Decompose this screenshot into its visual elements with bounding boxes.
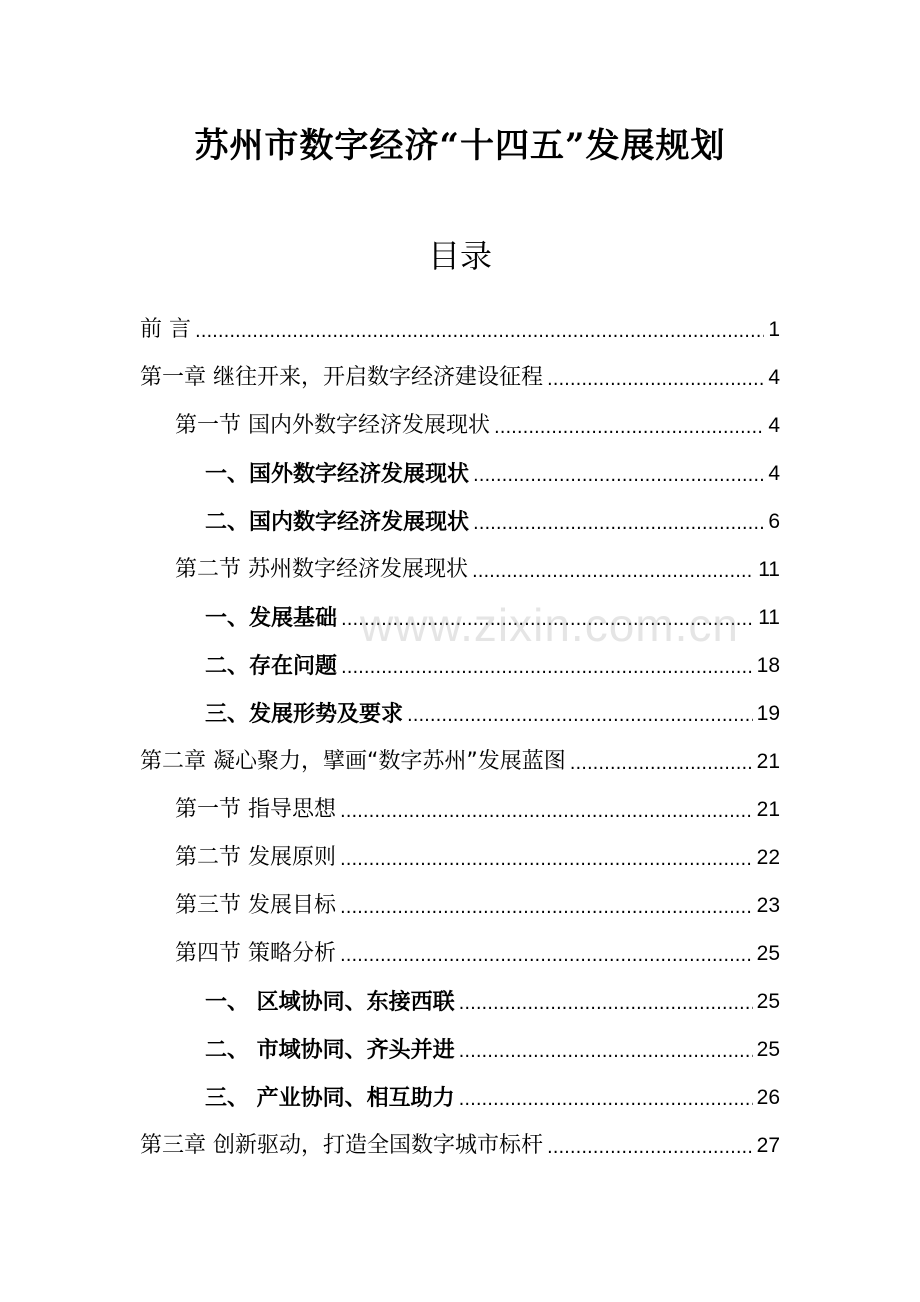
toc-entry-label: 三、 产业协同、相互助力 (205, 1085, 455, 1111)
toc-leader-dots (459, 1076, 753, 1124)
toc-entry-page: 1 (768, 318, 780, 341)
toc-entry-page: 4 (768, 366, 780, 389)
toc-entry[interactable] (205, 978, 780, 1026)
toc-entry-page: 6 (768, 510, 780, 533)
page-title: 苏州市数字经济“十四五”发展规划 (194, 126, 726, 166)
toc-leader-dots (459, 980, 753, 1028)
toc-entry-label: 一、发展基础 (205, 605, 338, 631)
toc-entry-label: 二、国内数字经济发展现状 (205, 509, 470, 535)
toc-entry-page: 26 (756, 1086, 780, 1109)
toc-entry-page: 21 (756, 798, 780, 821)
toc-entry[interactable] (205, 1074, 780, 1122)
toc-leader-dots (340, 836, 753, 884)
toc-entry[interactable] (175, 786, 780, 834)
toc-entry-label: 第二节 苏州数字经济发展现状 (175, 557, 468, 582)
toc-entry-page: 25 (756, 1038, 780, 1061)
toc-leader-dots (547, 356, 764, 404)
toc-entry-page: 23 (756, 894, 780, 917)
toc-entry[interactable] (205, 498, 780, 546)
toc-entry[interactable] (175, 882, 780, 930)
toc-entry[interactable] (205, 642, 780, 690)
toc-entry-label: 三、发展形势及要求 (205, 701, 404, 727)
toc-entry-page: 11 (758, 558, 780, 581)
toc-entry[interactable] (205, 1026, 780, 1074)
toc-heading: 目录 (427, 237, 492, 275)
toc-entry-label: 二、 市域协同、齐头并进 (205, 1037, 455, 1063)
toc-leader-dots (473, 500, 764, 548)
toc-entry[interactable] (140, 738, 780, 786)
toc-entry[interactable] (175, 402, 780, 450)
toc-leader-dots (459, 1028, 753, 1076)
toc-leader-dots (195, 308, 764, 356)
toc-entry-label: 前 言 (140, 317, 191, 342)
toc-entry[interactable] (140, 354, 780, 402)
toc-leader-dots (340, 788, 753, 836)
watermark: www.zixin.com.cn (360, 599, 739, 651)
toc-entry[interactable] (205, 690, 780, 738)
toc-leader-dots (494, 404, 764, 452)
toc-entry-label: 第二节 发展原则 (175, 845, 336, 870)
toc-entry-page: 25 (756, 942, 780, 965)
toc-entry-label: 第四节 策略分析 (175, 941, 336, 966)
toc-entry[interactable] (205, 594, 780, 642)
toc-entry-page: 4 (768, 414, 780, 437)
toc-leader-dots (473, 452, 764, 500)
toc-leader-dots (547, 1124, 753, 1172)
toc-entry-label: 第三节 发展目标 (175, 893, 336, 918)
toc-leader-dots (340, 884, 753, 932)
toc-entry-label: 第一章 继往开来，开启数字经济建设征程 (140, 365, 543, 390)
toc-entry-label: 第二章 凝心聚力，擘画“数字苏州”发展蓝图 (140, 749, 566, 774)
toc-entry-page: 19 (756, 702, 780, 725)
toc-entry[interactable] (175, 930, 780, 978)
toc-entry-label: 第三章 创新驱动，打造全国数字城市标杆 (140, 1133, 543, 1158)
toc-entry[interactable] (205, 450, 780, 498)
toc-leader-dots (407, 692, 753, 740)
toc-leader-dots (341, 596, 754, 644)
toc-leader-dots (570, 740, 753, 788)
toc-entry-page: 4 (768, 462, 780, 485)
toc-entry[interactable] (175, 834, 780, 882)
toc-leader-dots (341, 644, 753, 692)
toc-entry-page: 21 (756, 750, 780, 773)
toc-entry-label: 一、 区域协同、东接西联 (205, 989, 455, 1015)
toc-entry[interactable] (140, 1122, 780, 1170)
toc-entry[interactable] (175, 546, 780, 594)
toc-entry-page: 11 (758, 606, 780, 629)
toc-entry-label: 第一节 指导思想 (175, 797, 336, 822)
toc-entry-label: 二、存在问题 (205, 653, 338, 679)
toc-entry-label: 一、国外数字经济发展现状 (205, 461, 470, 487)
toc-entry-page: 27 (756, 1134, 780, 1157)
toc-entry-label: 第一节 国内外数字经济发展现状 (175, 413, 490, 438)
toc-entry-page: 25 (756, 990, 780, 1013)
toc-leader-dots (472, 548, 754, 596)
toc-entry-page: 22 (756, 846, 780, 869)
toc-leader-dots (340, 932, 753, 980)
toc-entry[interactable] (140, 306, 780, 354)
toc-entry-page: 18 (756, 654, 780, 677)
